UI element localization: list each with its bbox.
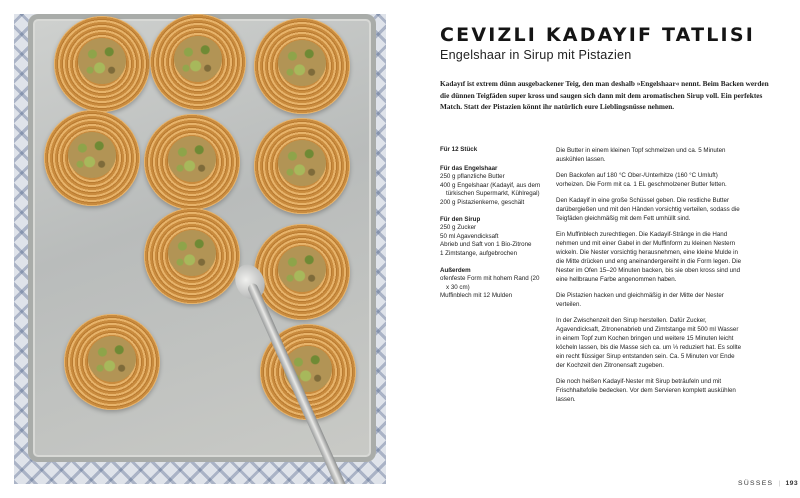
ingredient-group-heading: Außerdem bbox=[440, 266, 471, 274]
ingredient-group-heading: Für das Engelshaar bbox=[440, 164, 498, 172]
method-step: Die Pistazien hacken und gleichmäßig in der Mitte der Nester verteilen. bbox=[556, 292, 724, 308]
kadayif-nest bbox=[254, 224, 350, 320]
ingredient-item: 50 ml Agavendicksaft bbox=[440, 232, 499, 240]
ingredient-item: Abrieb und Saft von 1 Bio-Zitrone bbox=[440, 241, 532, 249]
method-steps bbox=[556, 146, 744, 411]
kadayif-nest bbox=[144, 208, 240, 304]
ingredient-group-heading: Für den Sirup bbox=[440, 215, 481, 223]
ingredient-item: 250 g Zucker bbox=[440, 224, 477, 232]
ingredient-item: 1 Zimtstange, aufgebrochen bbox=[440, 249, 518, 257]
page-footer bbox=[738, 480, 798, 487]
kadayif-nest bbox=[254, 18, 350, 114]
kadayif-nest bbox=[44, 110, 140, 206]
ingredient-group bbox=[440, 267, 544, 301]
section-label: SÜSSES bbox=[738, 480, 774, 487]
kadayif-nest bbox=[54, 16, 150, 112]
ingredient-group bbox=[440, 216, 544, 259]
method-step: Die noch heißen Kadayif-Nester mit Sirup beträufeln und mit Frischhaltefolie bedecken. Vor dem Servieren komplett auskühlen lassen. bbox=[556, 378, 736, 403]
ingredient-item: 400 g Engelshaar (Kadayif, aus dem türkischen Supermarkt, Kühlregal) bbox=[440, 181, 541, 198]
ingredient-list bbox=[440, 146, 544, 309]
recipe-photo bbox=[14, 14, 386, 484]
kadayif-nest bbox=[64, 314, 160, 410]
ingredient-group bbox=[440, 165, 544, 208]
ingredient-item: Muffinblech mit 12 Mulden bbox=[440, 292, 513, 300]
method-step: In der Zwischenzeit den Sirup herstellen. Dafür Zucker, Agavendicksaft, Zitronenabrieb und Zimtstange mit 500 ml Wasser in einem Topf zum Kochen bringen und weitere 15 Minuten leicht köcheln lassen, bis die Masse sich ca. um ⅓ reduziert hat. Es sollte ein recht flüssiger Sirup entstanden sein. Ca. 5 Minuten vor Ende der Kochzeit den Zitronensaft zugeben. bbox=[556, 317, 742, 369]
recipe-yield: Für 12 Stück bbox=[440, 146, 478, 153]
method-step: Ein Muffinblech zurechtlegen. Die Kadayif-Stränge in die Hand nehmen und mit einer Gabel in der Muffinform zu kleinen Nestern wickeln. Die Nester vorsichtig herausnehmen, eine kleine Mulde in die Mitte drücken und eng aneinandergereiht in die Form legen. Die Nester im Ofen 15–20 Minuten backen, bis sie oben kross sind und eine hellbraune Farbe angenommen haben. bbox=[556, 231, 742, 283]
ingredient-item: 200 g Pistazienkerne, geschält bbox=[440, 198, 525, 206]
page-number: 193 bbox=[785, 480, 799, 487]
recipe-title: CEVIZLI KADAYIF TATLISI bbox=[440, 24, 755, 46]
ingredient-item: 250 g pflanzliche Butter bbox=[440, 173, 505, 181]
kadayif-nest bbox=[144, 114, 240, 210]
method-step: Den Backofen auf 180 °C Ober-/Unterhitze (160 °C Umluft) vorheizen. Die Form mit ca. 1 EL geschmolzener Butter fetten. bbox=[556, 172, 727, 188]
method-step: Den Kadayif in eine große Schüssel geben. Die restliche Butter darübergießen und mit den Händen vorsichtig verteilen, sodass die Teigfäden gleichmäßig mit dem Fett umhüllt sind. bbox=[556, 197, 740, 222]
kadayif-nest bbox=[150, 14, 246, 110]
recipe-subtitle: Engelshaar in Sirup mit Pistazien bbox=[440, 48, 632, 62]
method-step: Die Butter in einem kleinen Topf schmelzen und ca. 5 Minuten auskühlen lassen. bbox=[556, 147, 726, 163]
recipe-intro: Kadayıf ist extrem dünn ausgebackener Teig, den man deshalb »Engelshaar« nennt. Beim Backen werden die dünnen Teigfäden super kross und saugen sich dann mit dem aromatischen Sirup voll. Ein perfektes Match. Statt der Pistazien könnt ihr natürlich eure Lieblingsnüsse nehmen. bbox=[440, 79, 769, 112]
ingredient-item: ofenfeste Form mit hohem Rand (20 x 30 cm) bbox=[440, 275, 540, 291]
recipe-page bbox=[440, 0, 799, 498]
kadayif-nest bbox=[254, 118, 350, 214]
footer-divider: | bbox=[778, 480, 782, 487]
